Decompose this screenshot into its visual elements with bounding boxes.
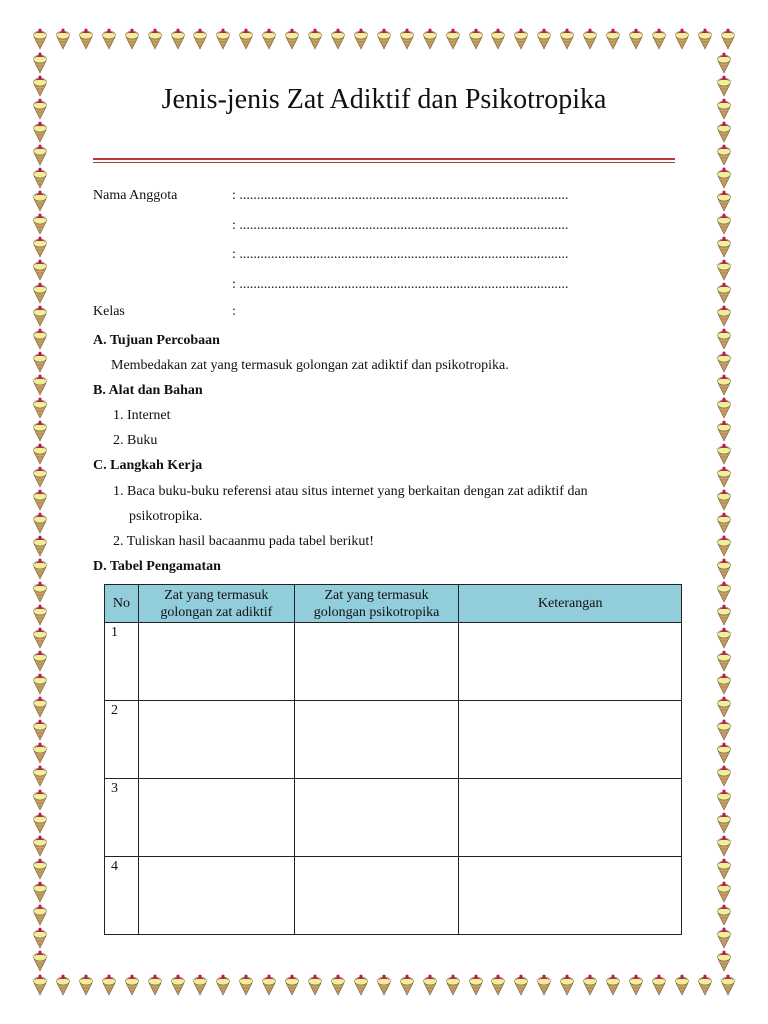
ice-cream-cone-icon bbox=[30, 535, 50, 557]
ice-cream-cone-icon bbox=[580, 974, 600, 996]
cell-keterangan[interactable] bbox=[459, 623, 682, 701]
ice-cream-cone-icon bbox=[672, 974, 692, 996]
ice-cream-cone-icon bbox=[511, 28, 531, 50]
list-item: 2. Tuliskan hasil bacaanmu pada tabel berikut! bbox=[113, 534, 374, 549]
table-header-row bbox=[105, 585, 682, 623]
ice-cream-cone-icon bbox=[714, 443, 734, 465]
ice-cream-cone-icon bbox=[603, 974, 623, 996]
ice-cream-cone-icon bbox=[714, 696, 734, 718]
ice-cream-cone-icon bbox=[580, 28, 600, 50]
nama-anggota-label: Nama Anggota bbox=[93, 188, 178, 203]
kelas-field[interactable]: : bbox=[232, 304, 236, 319]
ice-cream-cone-icon bbox=[99, 974, 119, 996]
ice-cream-cone-icon bbox=[30, 858, 50, 880]
section-a-heading: A. Tujuan Percobaan bbox=[93, 333, 220, 348]
ice-cream-cone-icon bbox=[30, 742, 50, 764]
nama-anggota-field-2[interactable]: : .............................................................................................. bbox=[232, 218, 569, 233]
ice-cream-cone-icon bbox=[259, 974, 279, 996]
ice-cream-cone-icon bbox=[30, 974, 50, 996]
header-line: golongan psikotropika bbox=[313, 604, 440, 620]
ice-cream-cone-icon bbox=[351, 28, 371, 50]
ice-cream-cone-icon bbox=[714, 259, 734, 281]
ice-cream-cone-icon bbox=[30, 581, 50, 603]
ice-cream-cone-icon bbox=[305, 974, 325, 996]
ice-cream-cone-icon bbox=[714, 98, 734, 120]
ice-cream-cone-icon bbox=[714, 190, 734, 212]
header-zat-adiktif bbox=[138, 585, 294, 623]
table-row bbox=[105, 701, 682, 779]
ice-cream-cone-icon bbox=[30, 328, 50, 350]
table-row bbox=[105, 857, 682, 935]
ice-cream-cone-icon bbox=[30, 374, 50, 396]
ice-cream-cone-icon bbox=[511, 974, 531, 996]
ice-cream-cone-icon bbox=[145, 974, 165, 996]
ice-cream-cone-icon bbox=[30, 52, 50, 74]
observation-table bbox=[104, 584, 682, 935]
ice-cream-cone-icon bbox=[714, 236, 734, 258]
ice-cream-cone-icon bbox=[466, 28, 486, 50]
ice-cream-cone-icon bbox=[30, 696, 50, 718]
ice-cream-cone-icon bbox=[534, 28, 554, 50]
title-double-rule bbox=[93, 158, 675, 163]
cell-zat-psikotropika[interactable] bbox=[294, 779, 459, 857]
ice-cream-cone-icon bbox=[714, 466, 734, 488]
ice-cream-cone-icon bbox=[76, 28, 96, 50]
ice-cream-cone-icon bbox=[30, 282, 50, 304]
cell-zat-psikotropika[interactable] bbox=[294, 623, 459, 701]
ice-cream-cone-icon bbox=[30, 144, 50, 166]
ice-cream-cone-icon bbox=[30, 443, 50, 465]
ice-cream-cone-icon bbox=[714, 282, 734, 304]
ice-cream-cone-icon bbox=[30, 236, 50, 258]
ice-cream-cone-icon bbox=[443, 974, 463, 996]
ice-cream-cone-icon bbox=[397, 974, 417, 996]
ice-cream-cone-icon bbox=[714, 420, 734, 442]
ice-cream-cone-icon bbox=[99, 28, 119, 50]
ice-cream-cone-icon bbox=[30, 98, 50, 120]
cell-zat-adiktif[interactable] bbox=[138, 701, 294, 779]
ice-cream-cone-icon bbox=[168, 28, 188, 50]
ice-cream-cone-icon bbox=[30, 604, 50, 626]
ice-cream-cone-icon bbox=[397, 28, 417, 50]
ice-cream-cone-icon bbox=[714, 650, 734, 672]
cell-zat-adiktif[interactable] bbox=[138, 857, 294, 935]
ice-cream-cone-icon bbox=[714, 489, 734, 511]
ice-cream-cone-icon bbox=[649, 28, 669, 50]
ice-cream-cone-icon bbox=[557, 28, 577, 50]
border-top bbox=[30, 28, 738, 52]
ice-cream-cone-icon bbox=[30, 213, 50, 235]
ice-cream-cone-icon bbox=[190, 28, 210, 50]
ice-cream-cone-icon bbox=[236, 28, 256, 50]
ice-cream-cone-icon bbox=[30, 558, 50, 580]
ice-cream-cone-icon bbox=[30, 75, 50, 97]
table-row bbox=[105, 623, 682, 701]
ice-cream-cone-icon bbox=[30, 673, 50, 695]
ice-cream-cone-icon bbox=[626, 974, 646, 996]
ice-cream-cone-icon bbox=[30, 167, 50, 189]
ice-cream-cone-icon bbox=[145, 28, 165, 50]
border-bottom bbox=[30, 974, 738, 998]
ice-cream-cone-icon bbox=[714, 927, 734, 949]
cell-keterangan[interactable] bbox=[459, 779, 682, 857]
ice-cream-cone-icon bbox=[213, 974, 233, 996]
ice-cream-cone-icon bbox=[695, 974, 715, 996]
ice-cream-cone-icon bbox=[305, 28, 325, 50]
ice-cream-cone-icon bbox=[714, 904, 734, 926]
header-line: Zat yang termasuk bbox=[324, 587, 429, 603]
ice-cream-cone-icon bbox=[714, 673, 734, 695]
cell-zat-adiktif[interactable] bbox=[138, 779, 294, 857]
ice-cream-cone-icon bbox=[30, 904, 50, 926]
ice-cream-cone-icon bbox=[30, 950, 50, 972]
ice-cream-cone-icon bbox=[30, 397, 50, 419]
ice-cream-cone-icon bbox=[626, 28, 646, 50]
ice-cream-cone-icon bbox=[53, 28, 73, 50]
ice-cream-cone-icon bbox=[168, 974, 188, 996]
border-left bbox=[30, 52, 54, 972]
list-item: 1. Internet bbox=[113, 408, 171, 423]
ice-cream-cone-icon bbox=[259, 28, 279, 50]
ice-cream-cone-icon bbox=[714, 742, 734, 764]
ice-cream-cone-icon bbox=[53, 974, 73, 996]
list-item: 2. Buku bbox=[113, 433, 158, 448]
ice-cream-cone-icon bbox=[351, 974, 371, 996]
ice-cream-cone-icon bbox=[30, 881, 50, 903]
ice-cream-cone-icon bbox=[714, 881, 734, 903]
row-number: 2 bbox=[105, 701, 139, 779]
ice-cream-cone-icon bbox=[30, 812, 50, 834]
ice-cream-cone-icon bbox=[30, 28, 50, 50]
border-right bbox=[714, 52, 738, 972]
ice-cream-cone-icon bbox=[714, 581, 734, 603]
ice-cream-cone-icon bbox=[718, 974, 738, 996]
ice-cream-cone-icon bbox=[714, 765, 734, 787]
ice-cream-cone-icon bbox=[30, 190, 50, 212]
header-keterangan: Keterangan bbox=[459, 585, 682, 623]
ice-cream-cone-icon bbox=[714, 812, 734, 834]
kelas-label: Kelas bbox=[93, 304, 125, 319]
header-line: Zat yang termasuk bbox=[164, 587, 269, 603]
ice-cream-cone-icon bbox=[30, 719, 50, 741]
ice-cream-cone-icon bbox=[374, 974, 394, 996]
nama-anggota-field-3[interactable]: : .............................................................................................. bbox=[232, 247, 569, 262]
ice-cream-cone-icon bbox=[714, 858, 734, 880]
cell-zat-psikotropika[interactable] bbox=[294, 701, 459, 779]
ice-cream-cone-icon bbox=[714, 627, 734, 649]
ice-cream-cone-icon bbox=[714, 52, 734, 74]
ice-cream-cone-icon bbox=[420, 974, 440, 996]
ice-cream-cone-icon bbox=[374, 28, 394, 50]
section-b-heading: B. Alat dan Bahan bbox=[93, 383, 203, 398]
header-no: No bbox=[105, 585, 139, 623]
ice-cream-cone-icon bbox=[714, 351, 734, 373]
ice-cream-cone-icon bbox=[714, 535, 734, 557]
ice-cream-cone-icon bbox=[714, 305, 734, 327]
section-c-heading: C. Langkah Kerja bbox=[93, 458, 203, 473]
table-row bbox=[105, 779, 682, 857]
ice-cream-cone-icon bbox=[466, 974, 486, 996]
ice-cream-cone-icon bbox=[718, 28, 738, 50]
ice-cream-cone-icon bbox=[714, 75, 734, 97]
ice-cream-cone-icon bbox=[714, 604, 734, 626]
ice-cream-cone-icon bbox=[236, 974, 256, 996]
ice-cream-cone-icon bbox=[30, 305, 50, 327]
ice-cream-cone-icon bbox=[714, 558, 734, 580]
ice-cream-cone-icon bbox=[714, 213, 734, 235]
ice-cream-cone-icon bbox=[213, 28, 233, 50]
ice-cream-cone-icon bbox=[30, 927, 50, 949]
ice-cream-cone-icon bbox=[30, 489, 50, 511]
list-item: 1. Baca buku-buku referensi atau situs internet yang berkaitan dengan zat adiktif dan bbox=[113, 484, 588, 499]
ice-cream-cone-icon bbox=[30, 627, 50, 649]
cell-keterangan[interactable] bbox=[459, 857, 682, 935]
section-d-heading: D. Tabel Pengamatan bbox=[93, 559, 221, 574]
ice-cream-cone-icon bbox=[282, 28, 302, 50]
ice-cream-cone-icon bbox=[30, 512, 50, 534]
ice-cream-cone-icon bbox=[190, 974, 210, 996]
cell-zat-adiktif[interactable] bbox=[138, 623, 294, 701]
ice-cream-cone-icon bbox=[557, 974, 577, 996]
nama-anggota-field-4[interactable]: : .............................................................................................. bbox=[232, 277, 569, 292]
ice-cream-cone-icon bbox=[714, 835, 734, 857]
ice-cream-cone-icon bbox=[488, 28, 508, 50]
ice-cream-cone-icon bbox=[695, 28, 715, 50]
list-item-continuation: psikotropika. bbox=[129, 509, 203, 524]
ice-cream-cone-icon bbox=[714, 789, 734, 811]
ice-cream-cone-icon bbox=[30, 121, 50, 143]
ice-cream-cone-icon bbox=[30, 351, 50, 373]
ice-cream-cone-icon bbox=[30, 765, 50, 787]
ice-cream-cone-icon bbox=[122, 974, 142, 996]
header-line: golongan zat adiktif bbox=[160, 604, 273, 620]
ice-cream-cone-icon bbox=[328, 974, 348, 996]
ice-cream-cone-icon bbox=[714, 374, 734, 396]
ice-cream-cone-icon bbox=[30, 835, 50, 857]
ice-cream-cone-icon bbox=[420, 28, 440, 50]
ice-cream-cone-icon bbox=[30, 466, 50, 488]
ice-cream-cone-icon bbox=[714, 328, 734, 350]
section-a-text: Membedakan zat yang termasuk golongan zat adiktif dan psikotropika. bbox=[111, 358, 509, 373]
ice-cream-cone-icon bbox=[672, 28, 692, 50]
ice-cream-cone-icon bbox=[328, 28, 348, 50]
row-number: 1 bbox=[105, 623, 139, 701]
row-number: 3 bbox=[105, 779, 139, 857]
ice-cream-cone-icon bbox=[30, 420, 50, 442]
nama-anggota-field-1[interactable]: : .............................................................................................. bbox=[232, 188, 569, 203]
ice-cream-cone-icon bbox=[714, 719, 734, 741]
ice-cream-cone-icon bbox=[30, 259, 50, 281]
ice-cream-cone-icon bbox=[30, 650, 50, 672]
ice-cream-cone-icon bbox=[714, 121, 734, 143]
header-zat-psikotropika bbox=[294, 585, 459, 623]
row-number: 4 bbox=[105, 857, 139, 935]
ice-cream-cone-icon bbox=[649, 974, 669, 996]
cell-keterangan[interactable] bbox=[459, 701, 682, 779]
ice-cream-cone-icon bbox=[534, 974, 554, 996]
ice-cream-cone-icon bbox=[488, 974, 508, 996]
ice-cream-cone-icon bbox=[714, 512, 734, 534]
ice-cream-cone-icon bbox=[714, 397, 734, 419]
ice-cream-cone-icon bbox=[603, 28, 623, 50]
ice-cream-cone-icon bbox=[282, 974, 302, 996]
ice-cream-cone-icon bbox=[714, 167, 734, 189]
page-title: Jenis-jenis Zat Adiktif dan Psikotropika bbox=[161, 84, 607, 115]
ice-cream-cone-icon bbox=[76, 974, 96, 996]
ice-cream-cone-icon bbox=[122, 28, 142, 50]
ice-cream-cone-icon bbox=[714, 950, 734, 972]
cell-zat-psikotropika[interactable] bbox=[294, 857, 459, 935]
ice-cream-cone-icon bbox=[30, 789, 50, 811]
ice-cream-cone-icon bbox=[714, 144, 734, 166]
ice-cream-cone-icon bbox=[443, 28, 463, 50]
